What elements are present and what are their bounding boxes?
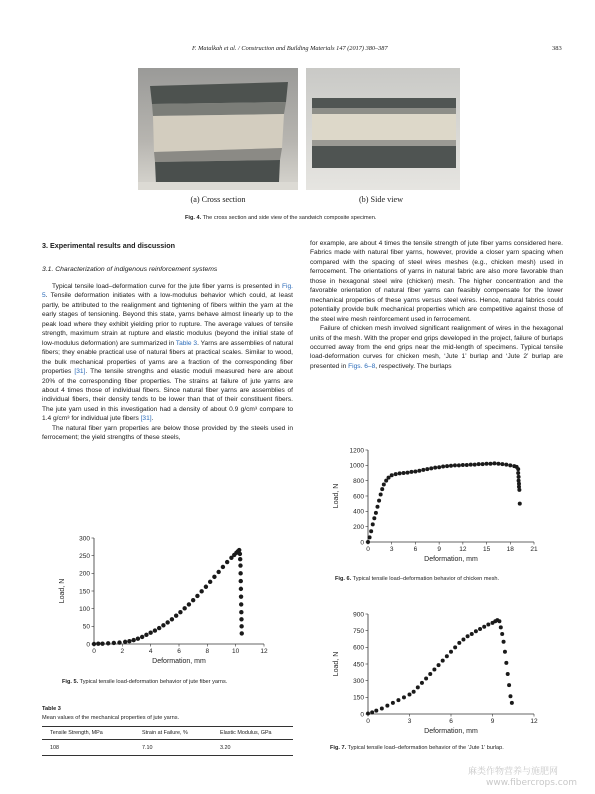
y-tick-label: 1200 bbox=[349, 447, 364, 455]
data-point bbox=[157, 626, 161, 630]
data-point bbox=[497, 619, 501, 623]
data-point bbox=[398, 471, 402, 475]
data-point bbox=[496, 462, 500, 466]
data-point bbox=[507, 683, 511, 687]
fig6-label: Fig. 6. bbox=[335, 576, 352, 582]
data-point bbox=[382, 483, 386, 487]
data-point bbox=[170, 617, 174, 621]
data-point bbox=[153, 628, 157, 632]
data-point bbox=[385, 704, 389, 708]
data-point bbox=[503, 650, 507, 654]
fig5-caption bbox=[62, 679, 227, 685]
fig6-text: Typical tensile load–deformation behavior of chicken mesh. bbox=[352, 576, 500, 582]
data-point bbox=[369, 529, 373, 533]
data-point bbox=[148, 630, 152, 634]
data-point bbox=[377, 499, 381, 503]
data-point bbox=[409, 470, 413, 474]
data-point bbox=[380, 487, 384, 491]
data-point bbox=[123, 640, 127, 644]
x-tick-label: 12 bbox=[530, 718, 538, 725]
y-tick-label: 1000 bbox=[349, 462, 364, 470]
data-point bbox=[502, 640, 506, 644]
y-tick-label: 200 bbox=[353, 523, 364, 531]
data-point bbox=[441, 659, 445, 663]
data-point bbox=[368, 535, 372, 539]
table3-caption: Mean values of the mechanical properties of jute yarns. bbox=[42, 715, 180, 721]
data-point bbox=[374, 511, 378, 515]
data-point bbox=[131, 638, 135, 642]
data-point bbox=[195, 594, 199, 598]
data-point bbox=[482, 625, 486, 629]
data-point bbox=[240, 631, 244, 635]
data-point bbox=[178, 610, 182, 614]
x-tick-label: 12 bbox=[260, 648, 268, 655]
data-point bbox=[486, 623, 490, 627]
y-tick-label: 900 bbox=[353, 611, 364, 619]
data-point bbox=[182, 606, 186, 610]
x-tick-label: 3 bbox=[389, 546, 394, 553]
data-point bbox=[461, 463, 465, 467]
fig7-chart bbox=[330, 606, 550, 738]
watermark-url: www.fibercrops.com bbox=[486, 778, 577, 788]
y-tick-label: 100 bbox=[79, 605, 90, 613]
fig4-text: The cross section and side view of the sandwich composite specimen. bbox=[202, 215, 377, 221]
data-point bbox=[477, 462, 481, 466]
data-point bbox=[470, 632, 474, 636]
data-point bbox=[457, 463, 461, 467]
y-tick-label: 800 bbox=[353, 477, 364, 485]
data-point bbox=[457, 641, 461, 645]
table-cell: 7.10 bbox=[142, 745, 153, 751]
data-point bbox=[428, 672, 432, 676]
x-tick-label: 6 bbox=[177, 648, 181, 655]
y-tick-label: 300 bbox=[353, 677, 364, 685]
running-title: F. Matalkah et al. / Construction and Building Materials 147 (2017) 380–387 bbox=[192, 45, 388, 52]
data-point bbox=[478, 627, 482, 631]
paragraph: for example, are about 4 times the tensile strength of jute fiber yarns considered here. Fabrics made with natural fiber yarns, however, provide a closer yarn spacing when compared with the spacing of steel wires meshes (e.g., chicken mesh) used in ferrocement. The orientations of yarns in natural fabric are also more favorable than those in hexagonal steel wire (chicken) mesh. The higher concentration and the favorable orientation of natural fiber yarns can feasibly compensate for the lower mechanical properties of these yarns versus steel wires. Hence, natural fabrics could potentially provide bulk mechanical properties which are competitive against those of the steel wire mesh reinforcement used in ferrocement. bbox=[310, 240, 563, 323]
data-point bbox=[461, 638, 465, 642]
y-tick-label: 200 bbox=[79, 570, 90, 578]
y-tick-label: 0 bbox=[360, 539, 364, 547]
y-tick-label: 0 bbox=[86, 641, 90, 649]
data-point bbox=[370, 710, 374, 714]
fig4-label: Fig. 4. bbox=[185, 215, 202, 221]
y-tick-label: 150 bbox=[353, 694, 364, 702]
data-point bbox=[221, 565, 225, 569]
table-cell: 108 bbox=[50, 745, 59, 751]
data-point bbox=[127, 639, 131, 643]
data-point bbox=[238, 557, 242, 561]
data-point bbox=[445, 654, 449, 658]
data-point bbox=[140, 635, 144, 639]
data-point bbox=[474, 629, 478, 633]
data-point bbox=[239, 579, 243, 583]
data-point bbox=[492, 461, 496, 465]
fig6-caption bbox=[335, 576, 499, 582]
data-point bbox=[238, 571, 242, 575]
data-point bbox=[187, 602, 191, 606]
data-point bbox=[465, 463, 469, 467]
data-point bbox=[421, 468, 425, 472]
data-point bbox=[504, 463, 508, 467]
data-point bbox=[372, 516, 376, 520]
x-tick-label: 6 bbox=[413, 546, 418, 553]
page-number: 383 bbox=[552, 45, 562, 52]
data-point bbox=[106, 641, 110, 645]
data-point bbox=[453, 463, 457, 467]
table-header: Tensile Strength, MPa bbox=[50, 730, 103, 736]
data-point bbox=[518, 502, 522, 506]
data-point bbox=[165, 620, 169, 624]
x-tick-label: 9 bbox=[437, 546, 441, 553]
data-point bbox=[441, 464, 445, 468]
x-tick-label: 8 bbox=[205, 648, 210, 655]
cross-section-photo bbox=[138, 68, 298, 190]
data-point bbox=[437, 663, 441, 667]
data-point bbox=[204, 585, 208, 589]
y-tick-label: 750 bbox=[353, 627, 364, 635]
data-point bbox=[499, 625, 503, 629]
y-axis-label: Load, N bbox=[59, 578, 66, 604]
data-point bbox=[161, 623, 165, 627]
data-point bbox=[144, 633, 148, 637]
data-point bbox=[517, 488, 521, 492]
data-point bbox=[239, 602, 243, 606]
x-axis-label: Deformation, mm bbox=[152, 658, 206, 665]
y-tick-label: 150 bbox=[79, 588, 90, 596]
data-point bbox=[394, 472, 398, 476]
data-point bbox=[406, 471, 410, 475]
data-point bbox=[117, 640, 121, 644]
data-point bbox=[216, 570, 220, 574]
fig7-text: Typical tensile load–deformation behavior of the ‘Jute 1’ burlap. bbox=[347, 745, 504, 751]
ref-31-link[interactable]: [31] bbox=[74, 368, 86, 376]
fig4-caption bbox=[185, 215, 376, 221]
data-point bbox=[466, 634, 470, 638]
data-point bbox=[489, 462, 493, 466]
paragraph: Typical tensile load–deformation curve for the jute fiber yarns is presented in Fig. 5. Tensile deformation initiates with a low-modulus behavior which could, at least partly, be attributed to the realignment and tightening of fibers within the yarn at the early stages of tensioning. Beyond this state, yarns behave almost linearly up to the peak load where they exhibit yielding prior to rupture. The average values of tensile strength, maximum strain at rupture and elastic modulus (beyond the initial state of low-modulus deformation) are summarized in Table 3. Yarns are assemblies of natural fibers; they enable practical use of natural fibers at practical scales. Similar to wood, the bulk mechanical properties of yarns are a fraction of the corresponding fiber properties [31]. The tensile strengths and elastic moduli measured here are about 20% of the corresponding fiber properties. The strains at failure of jute yarns are about 4 times those of individual fibers. Since natural fiber yarns are assemblies of individual fibers, their density tends to be lower than that of their constituent fibers. The jute yarn used in this investigation had a density of about 0.9 g/cm³ compare to 1.4 g/cm³ for individual jute fibers [31]. bbox=[42, 283, 293, 423]
data-point bbox=[239, 617, 243, 621]
data-point bbox=[92, 642, 96, 646]
data-point bbox=[425, 467, 429, 471]
data-point bbox=[380, 706, 384, 710]
data-point bbox=[504, 661, 508, 665]
data-point bbox=[239, 610, 243, 614]
data-point bbox=[433, 466, 437, 470]
data-point bbox=[174, 614, 178, 618]
y-axis-label: Load, N bbox=[333, 651, 340, 677]
data-point bbox=[506, 672, 510, 676]
data-point bbox=[473, 463, 477, 467]
data-point bbox=[96, 641, 100, 645]
x-axis-label: Deformation, mm bbox=[424, 728, 478, 735]
x-tick-label: 18 bbox=[506, 546, 514, 553]
data-point bbox=[239, 587, 243, 591]
data-point bbox=[429, 466, 433, 470]
x-tick-label: 10 bbox=[232, 648, 240, 655]
data-point bbox=[238, 552, 242, 556]
data-point bbox=[432, 668, 436, 672]
x-tick-label: 0 bbox=[92, 648, 96, 655]
data-point bbox=[437, 465, 441, 469]
data-point bbox=[100, 641, 104, 645]
data-point bbox=[374, 709, 378, 713]
y-tick-label: 450 bbox=[353, 661, 364, 669]
fig5-link[interactable]: Fig. 5 bbox=[42, 283, 293, 300]
data-point bbox=[199, 589, 203, 593]
x-tick-label: 2 bbox=[120, 648, 125, 655]
data-point bbox=[500, 462, 504, 466]
data-point bbox=[417, 469, 421, 473]
data-point bbox=[371, 522, 375, 526]
x-tick-label: 15 bbox=[482, 546, 491, 553]
right-column-text bbox=[310, 239, 563, 371]
data-point bbox=[408, 693, 412, 697]
table3-link[interactable]: Table 3 bbox=[175, 339, 198, 347]
y-tick-label: 50 bbox=[82, 623, 90, 631]
data-point bbox=[391, 701, 395, 705]
data-point bbox=[481, 462, 485, 466]
fig7-caption bbox=[330, 745, 504, 751]
data-point bbox=[237, 548, 241, 552]
subcaption-a: (a) Cross section bbox=[190, 195, 246, 204]
data-point bbox=[510, 701, 514, 705]
data-point bbox=[136, 637, 140, 641]
fig5-label: Fig. 5. bbox=[62, 679, 79, 685]
data-point bbox=[239, 624, 243, 628]
side-view-photo bbox=[306, 68, 460, 190]
data-point bbox=[402, 695, 406, 699]
table-row bbox=[42, 740, 293, 756]
y-tick-label: 0 bbox=[360, 711, 364, 719]
data-point bbox=[208, 580, 212, 584]
y-tick-label: 600 bbox=[353, 644, 364, 652]
x-tick-label: 21 bbox=[530, 546, 538, 553]
data-point bbox=[112, 641, 116, 645]
x-tick-label: 12 bbox=[459, 546, 467, 553]
section-heading: 3. Experimental results and discussion bbox=[42, 241, 176, 250]
data-point bbox=[508, 694, 512, 698]
data-point bbox=[366, 711, 370, 715]
subcaption-b: (b) Side view bbox=[358, 195, 404, 204]
x-tick-label: 3 bbox=[407, 718, 412, 725]
subsection-heading: 3.1. Characterization of indigenous reinforcement systems bbox=[42, 266, 218, 273]
left-column-text bbox=[42, 282, 293, 443]
data-point bbox=[366, 540, 370, 544]
table-cell: 3.20 bbox=[220, 745, 231, 751]
x-tick-label: 4 bbox=[148, 648, 153, 655]
data-point bbox=[375, 505, 379, 509]
x-tick-label: 9 bbox=[490, 718, 495, 725]
data-point bbox=[225, 560, 229, 564]
fig7-label: Fig. 7. bbox=[330, 745, 347, 751]
fig6-chart bbox=[330, 444, 550, 570]
table3 bbox=[42, 726, 293, 756]
data-point bbox=[485, 462, 489, 466]
data-point bbox=[191, 598, 195, 602]
y-tick-label: 300 bbox=[79, 535, 90, 543]
ref-31-link[interactable]: [31] bbox=[140, 415, 152, 423]
data-point bbox=[516, 467, 520, 471]
data-point bbox=[424, 676, 428, 680]
data-point bbox=[449, 464, 453, 468]
fig5-chart bbox=[56, 530, 286, 672]
data-point bbox=[413, 469, 417, 473]
table-header: Elastic Modulus, GPa bbox=[220, 730, 272, 736]
data-point bbox=[449, 650, 453, 654]
paragraph: The natural fiber yarn properties are below those provided by the steels used in ferrocement; the yield strengths of these steels, bbox=[42, 424, 293, 442]
data-point bbox=[379, 492, 383, 496]
x-axis-label: Deformation, mm bbox=[424, 556, 478, 563]
paragraph: Failure of chicken mesh involved significant realignment of wires in the hexagonal units of the mesh. With the proper end grips developed in the project, failure of burlaps occurred away from the end grips near the mid-length of specimens. Typical tensile load-deformation curves for chicken mesh, ‘Jute 1’ burlap and ‘Jute 2’ burlap are presented in Figs. 6–8, respectively. The burlaps bbox=[310, 325, 563, 370]
fig5-text: Typical tensile load-deformation behavior of jute fiber yarns. bbox=[79, 679, 228, 685]
data-point bbox=[412, 690, 416, 694]
x-tick-label: 0 bbox=[366, 718, 370, 725]
table3-label: Table 3 bbox=[42, 706, 61, 712]
data-point bbox=[445, 464, 449, 468]
x-tick-label: 6 bbox=[449, 718, 453, 725]
table-header: Strain at Failure, % bbox=[142, 730, 188, 736]
data-point bbox=[508, 463, 512, 467]
data-point bbox=[212, 575, 216, 579]
y-tick-label: 250 bbox=[79, 552, 90, 560]
data-point bbox=[396, 698, 400, 702]
data-point bbox=[516, 471, 520, 475]
data-point bbox=[402, 471, 406, 475]
y-axis-label: Load, N bbox=[333, 483, 340, 509]
data-point bbox=[390, 473, 394, 477]
data-point bbox=[517, 475, 521, 479]
data-point bbox=[239, 594, 243, 598]
y-tick-label: 600 bbox=[353, 493, 364, 501]
x-tick-label: 0 bbox=[366, 546, 370, 553]
y-tick-label: 400 bbox=[353, 508, 364, 516]
data-point bbox=[500, 632, 504, 636]
data-point bbox=[420, 681, 424, 685]
watermark-cn: 麻类作物营养与施肥网 bbox=[468, 767, 559, 777]
figs-6-8-link[interactable]: Figs. 6–8 bbox=[348, 362, 376, 370]
data-point bbox=[416, 685, 420, 689]
data-point bbox=[469, 463, 473, 467]
data-point bbox=[453, 645, 457, 649]
data-point bbox=[238, 563, 242, 567]
